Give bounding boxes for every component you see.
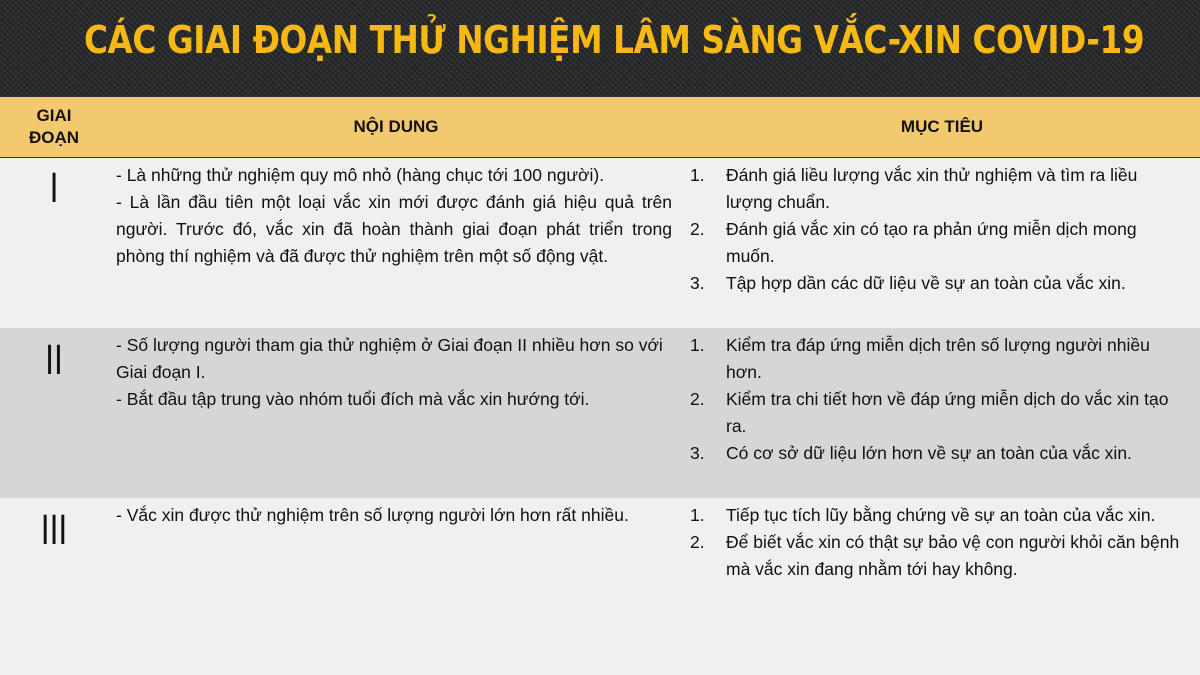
goal-text: Tập hợp dần các dữ liệu về sự an toàn của vắc xin.: [726, 273, 1126, 293]
phase-content: [116, 502, 672, 529]
header-content: NỘI DUNG: [353, 117, 439, 136]
goal-item: [690, 216, 1188, 270]
goal-text: Có cơ sở dữ liệu lớn hơn về sự an toàn của vắc xin.: [726, 443, 1132, 463]
phase-goals: [690, 332, 1188, 467]
goal-item: [690, 162, 1188, 216]
table-header: [0, 96, 1200, 158]
phase-numeral: II: [45, 338, 63, 384]
content-line: - Là lần đầu tiên một loại vắc xin mới được đánh giá hiệu quả trên người. Trước đó, vắc xin đã hoàn thành giai đoạn phát triển trong phòng thí nghiệm và đã được thử nghiệm trên một số động vật.: [116, 192, 672, 266]
goal-item: [690, 502, 1188, 529]
goal-number: 3.: [690, 273, 705, 293]
goal-number: 2.: [690, 219, 705, 239]
phase-content: [116, 332, 672, 413]
phase-numeral: I: [49, 166, 59, 212]
goal-text: Kiểm tra đáp ứng miễn dịch trên số lượng người nhiều hơn.: [726, 335, 1150, 382]
phase-numeral: III: [40, 508, 68, 554]
table-row-phase-3: [0, 498, 1200, 675]
goal-text: Tiếp tục tích lũy bằng chứng về sự an toàn của vắc xin.: [726, 505, 1156, 525]
goal-text: Để biết vắc xin có thật sự bảo vệ con người khỏi căn bệnh mà vắc xin đang nhằm tới hay không.: [726, 532, 1180, 579]
phase-goals: [690, 502, 1188, 583]
goal-text: Đánh giá vắc xin có tạo ra phản ứng miễn dịch mong muốn.: [726, 219, 1137, 266]
header-phase: [0, 97, 108, 157]
content-line: - Là những thử nghiệm quy mô nhỏ (hàng chục tới 100 người).: [116, 165, 605, 185]
goal-number: 3.: [690, 443, 705, 463]
phase-content: [116, 162, 672, 270]
content-line: - Bắt đầu tập trung vào nhóm tuổi đích mà vắc xin hướng tới.: [116, 389, 590, 409]
goal-number: 2.: [690, 389, 705, 409]
header-phase-label: GIAI ĐOẠN: [28, 106, 80, 147]
goal-item: [690, 529, 1188, 583]
goal-number: 1.: [690, 335, 705, 355]
table-row-phase-2: [0, 328, 1200, 498]
goal-item: [690, 332, 1188, 386]
goal-text: Đánh giá liều lượng vắc xin thử nghiệm và tìm ra liều lượng chuẩn.: [726, 165, 1138, 212]
goal-number: 2.: [690, 532, 705, 552]
content-line: - Vắc xin được thử nghiệm trên số lượng người lớn hơn rất nhiều.: [116, 505, 629, 525]
phase-goals: [690, 162, 1188, 297]
goal-item: [690, 270, 1188, 297]
table-row-phase-1: [0, 158, 1200, 328]
goal-number: 1.: [690, 505, 705, 525]
phase-table: [0, 96, 1200, 675]
page-title: CÁC GIAI ĐOẠN THỬ NGHIỆM LÂM SÀNG VẮC-XIN COVID-19: [84, 18, 1145, 62]
content-line: - Số lượng người tham gia thử nghiệm ở Giai đoạn II nhiều hơn so với Giai đoạn I.: [116, 335, 663, 382]
goal-text: Kiểm tra chi tiết hơn về đáp ứng miễn dịch do vắc xin tạo ra.: [726, 389, 1169, 436]
header-goal: MỤC TIÊU: [900, 117, 984, 136]
goal-item: [690, 386, 1188, 440]
goal-item: [690, 440, 1188, 467]
goal-number: 1.: [690, 165, 705, 185]
